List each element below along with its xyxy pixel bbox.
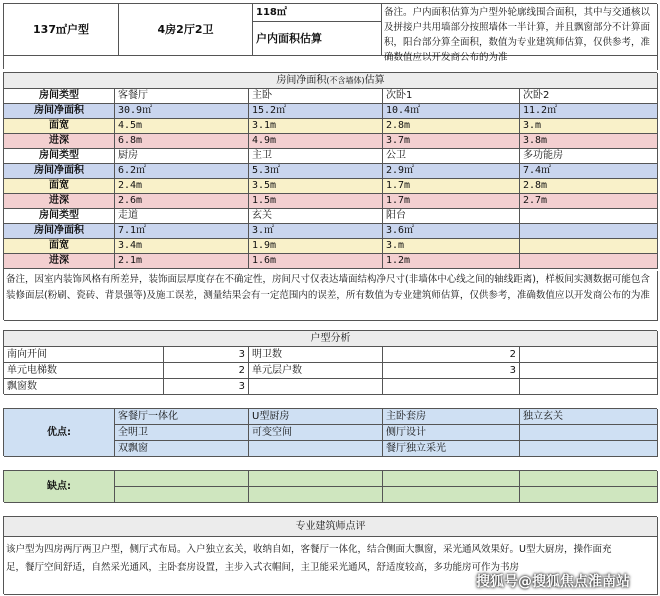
pros-item: 独立玄关 — [520, 409, 658, 425]
analysis-right-label: 明卫数 — [249, 347, 383, 363]
cons-cell-4 — [520, 471, 658, 487]
net-width-cell: 2.4m — [115, 179, 249, 194]
analysis-blank — [520, 363, 658, 379]
cons-cell-8 — [520, 487, 658, 503]
net-width-label: 面宽 — [4, 119, 115, 134]
indoor-area-value: 118㎡ — [253, 4, 382, 22]
net-depth-label: 进深 — [4, 194, 115, 209]
net-area-note: 备注，因室内装饰风格有所差异，装饰面层厚度存在不确定性，房间尺寸仅表达墙面结构净尺寸(非墙体中心线之间的轴线距离)，样板间实测数据可能包含装修面层(粉刷、瓷砖、背景强等)及施工误差，测量结果会有一定范围内的误差，所有数值为专业建筑师估算，仅供参考，准确数值应以开发商公布的为准 — [4, 271, 658, 321]
net-depth-cell — [520, 254, 658, 269]
cons-label: 缺点: — [4, 471, 115, 503]
analysis-right-value — [383, 379, 520, 395]
cons-table — [3, 470, 657, 502]
net-depth-cell: 3.7m — [383, 134, 520, 149]
net-area-title-note: (不含墙体) — [326, 76, 365, 85]
net-depth-cell: 2.6m — [115, 194, 249, 209]
net-net-area-cell: 7.4㎡ — [520, 164, 658, 179]
pros-item: 侧厅设计 — [383, 425, 520, 441]
net-width-cell: 3.m — [520, 119, 658, 134]
net-room-type-cell: 次卧1 — [383, 89, 520, 104]
analysis-left-label: 单元电梯数 — [4, 363, 164, 379]
cons-cell-1 — [115, 471, 249, 487]
unit-layout: 4房2厅2卫 — [119, 4, 253, 56]
pros-item: 餐厅独立采光 — [383, 441, 520, 457]
net-area-title-text: 房间净面积 — [276, 75, 327, 86]
net-net-area-cell: 5.3㎡ — [249, 164, 383, 179]
net-net-area-label: 房间净面积 — [4, 224, 115, 239]
watermark-text: 搜狐号@搜狐焦点淮南站 — [476, 574, 630, 590]
analysis-left-label: 飘窗数 — [4, 379, 164, 395]
review-text-line2: 足，餐厅空间舒适，自然采光通风，主卧套房设置，主步入式衣帽间，主卫能采光通风，舒适度较高，多功能房可作为书房 — [6, 562, 520, 573]
net-room-type-cell — [520, 209, 658, 224]
net-width-cell: 3.1m — [249, 119, 383, 134]
analysis-left-label: 南向开间 — [4, 347, 164, 363]
net-width-cell: 4.5m — [115, 119, 249, 134]
net-width-cell: 3.m — [383, 239, 520, 254]
net-room-type-cell: 主卫 — [249, 149, 383, 164]
analysis-right-value: 3 — [383, 363, 520, 379]
net-depth-cell: 1.7m — [383, 194, 520, 209]
net-width-label: 面宽 — [4, 179, 115, 194]
net-depth-cell: 2.7m — [520, 194, 658, 209]
net-width-cell: 2.8m — [520, 179, 658, 194]
pros-item — [249, 441, 383, 457]
net-depth-cell: 3.8m — [520, 134, 658, 149]
pros-item: 全明卫 — [115, 425, 249, 441]
pros-item: U型厨房 — [249, 409, 383, 425]
analysis-left-value: 2 — [164, 363, 249, 379]
net-net-area-cell: 10.4㎡ — [383, 104, 520, 119]
cons-cell-7 — [383, 487, 520, 503]
pros-item: 客餐厅一体化 — [115, 409, 249, 425]
analysis-left-value: 3 — [164, 379, 249, 395]
cons-cell-2 — [249, 471, 383, 487]
pros-item: 双飘窗 — [115, 441, 249, 457]
net-room-type-cell: 玄关 — [249, 209, 383, 224]
net-room-type-cell: 次卧2 — [520, 89, 658, 104]
net-width-cell: 2.8m — [383, 119, 520, 134]
net-depth-cell: 6.8m — [115, 134, 249, 149]
analysis-right-label: 单元层户数 — [249, 363, 383, 379]
net-width-cell: 3.4m — [115, 239, 249, 254]
net-depth-label: 进深 — [4, 254, 115, 269]
net-net-area-cell: 7.1㎡ — [115, 224, 249, 239]
net-room-type-cell: 公卫 — [383, 149, 520, 164]
pros-item — [520, 425, 658, 441]
net-net-area-cell: 3.6㎡ — [383, 224, 520, 239]
net-net-area-cell: 2.9㎡ — [383, 164, 520, 179]
pros-table — [3, 408, 657, 456]
net-width-cell: 1.7m — [383, 179, 520, 194]
analysis-blank — [520, 347, 658, 363]
net-depth-cell: 2.1m — [115, 254, 249, 269]
net-net-area-label: 房间净面积 — [4, 164, 115, 179]
net-room-type-cell: 主卧 — [249, 89, 383, 104]
net-width-cell: 3.5m — [249, 179, 383, 194]
header-table — [3, 3, 657, 69]
net-depth-cell: 1.6m — [249, 254, 383, 269]
analysis-blank — [520, 379, 658, 395]
net-width-cell — [520, 239, 658, 254]
net-width-label: 面宽 — [4, 239, 115, 254]
net-net-area-label: 房间净面积 — [4, 104, 115, 119]
net-depth-label: 进深 — [4, 134, 115, 149]
net-net-area-cell: 6.2㎡ — [115, 164, 249, 179]
net-depth-cell: 4.9m — [249, 134, 383, 149]
net-area-table — [3, 72, 657, 320]
net-room-type-cell: 走道 — [115, 209, 249, 224]
net-net-area-cell — [520, 224, 658, 239]
net-depth-cell: 1.5m — [249, 194, 383, 209]
net-room-type-cell: 厨房 — [115, 149, 249, 164]
analysis-left-value: 3 — [164, 347, 249, 363]
indoor-area-label: 户内面积估算 — [253, 22, 382, 56]
pros-item: 主卧套房 — [383, 409, 520, 425]
net-net-area-cell: 15.2㎡ — [249, 104, 383, 119]
analysis-table — [3, 330, 657, 394]
net-width-cell: 1.9m — [249, 239, 383, 254]
net-room-type-label: 房间类型 — [4, 149, 115, 164]
analysis-right-label — [249, 379, 383, 395]
cons-cell-3 — [383, 471, 520, 487]
net-area-title — [4, 73, 658, 89]
analysis-title: 户型分析 — [4, 331, 658, 347]
net-net-area-cell: 11.2㎡ — [520, 104, 658, 119]
header-gap — [4, 56, 658, 70]
cons-cell-5 — [115, 487, 249, 503]
net-area-title-suffix: 估算 — [364, 75, 385, 86]
review-title: 专业建筑师点评 — [4, 517, 658, 537]
pros-item — [520, 441, 658, 457]
unit-area: 137㎡户型 — [4, 4, 119, 56]
net-room-type-cell: 阳台 — [383, 209, 520, 224]
net-room-type-cell: 多功能房 — [520, 149, 658, 164]
net-room-type-label: 房间类型 — [4, 209, 115, 224]
net-room-type-label: 房间类型 — [4, 89, 115, 104]
net-room-type-cell: 客餐厅 — [115, 89, 249, 104]
cons-cell-6 — [249, 487, 383, 503]
pros-label: 优点: — [4, 409, 115, 457]
analysis-right-value: 2 — [383, 347, 520, 363]
net-net-area-cell: 3.㎡ — [249, 224, 383, 239]
review-text-line1: 该户型为四房两厅两卫户型，侧厅式布局。入户独立玄关，收纳自如，客餐厅一体化，结合侧面大飘窗，采光通风效果好。U型大厨房，操作面充 — [6, 544, 612, 555]
pros-item: 可变空间 — [249, 425, 383, 441]
net-depth-cell: 1.2m — [383, 254, 520, 269]
net-net-area-cell: 30.9㎡ — [115, 104, 249, 119]
indoor-area-note: 备注。户内面积估算为户型外轮廓线围合面积，其中与交通核以及拼接户共用墙部分按照墙体一半计算，并且飘窗部分不计算面积，阳台部分算全面积，数值为专业建筑师估算，仅供参考，准确数值应以开发商公布的为准 — [382, 4, 658, 56]
